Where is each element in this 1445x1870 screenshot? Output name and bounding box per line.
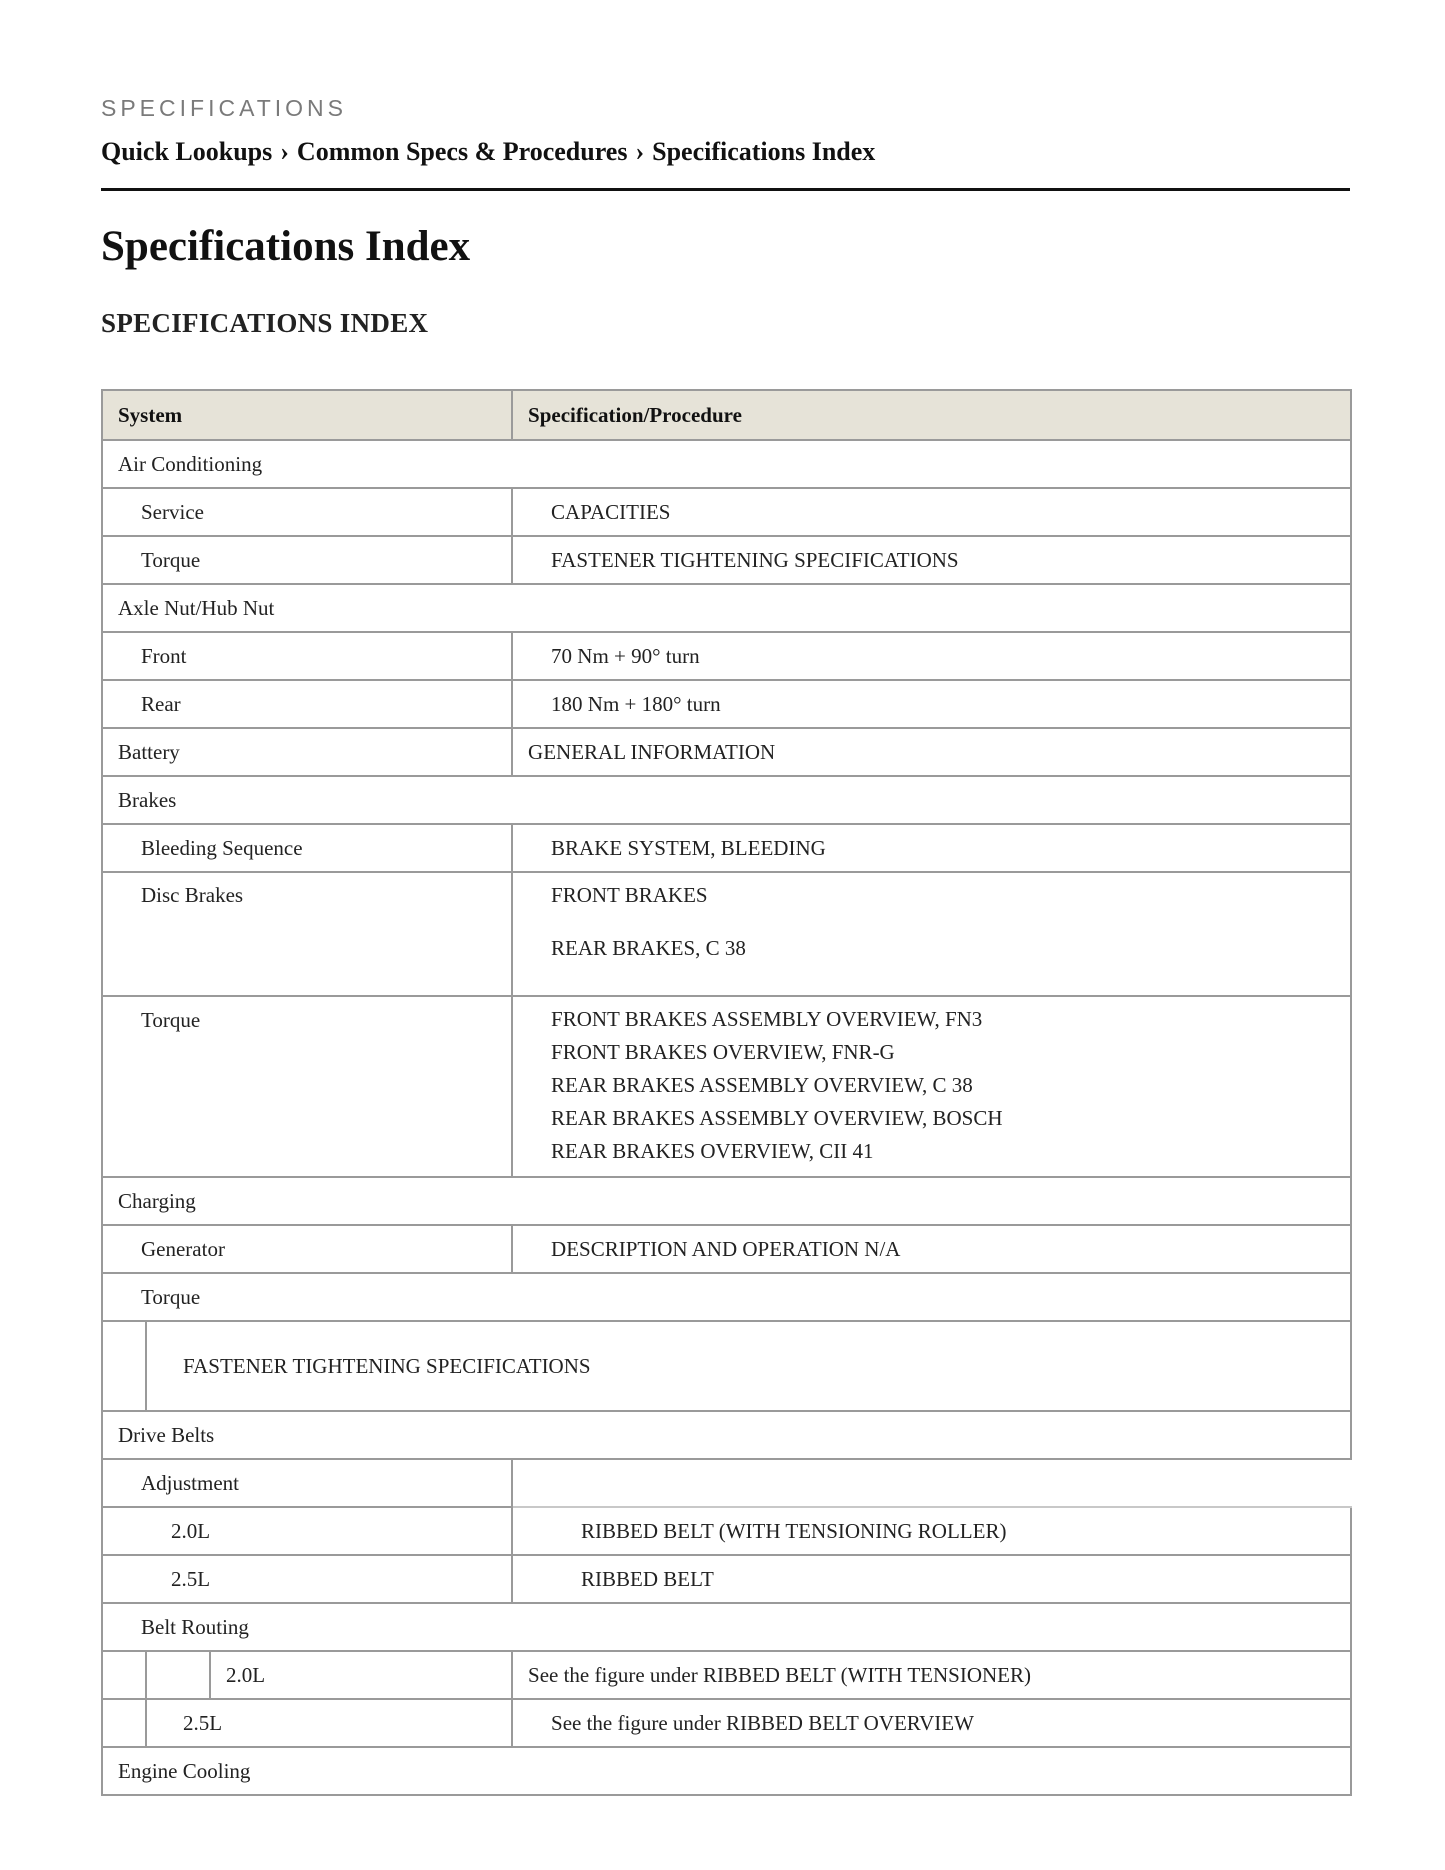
table-row xyxy=(102,680,1351,728)
table-row xyxy=(102,996,1351,1177)
spec-link[interactable]: FRONT BRAKES xyxy=(551,883,708,907)
breadcrumb-common-specs[interactable]: Common Specs & Procedures xyxy=(296,137,628,166)
spec-link[interactable]: See the figure under RIBBED BELT (WITH TENSIONER) xyxy=(512,1651,1351,1699)
breadcrumb-quick-lookups[interactable]: Quick Lookups xyxy=(101,137,273,166)
table-row xyxy=(102,1555,1351,1603)
subsystem-label: Adjustment xyxy=(102,1459,512,1507)
table-row xyxy=(102,1177,1351,1225)
spec-list xyxy=(512,996,1351,1177)
specifications-table xyxy=(101,389,1352,1796)
page-subtitle: SPECIFICATIONS INDEX xyxy=(101,308,429,338)
subsystem-label: Torque xyxy=(102,996,512,1177)
section-eyebrow: SPECIFICATIONS xyxy=(101,95,347,121)
spec-link[interactable]: FASTENER TIGHTENING SPECIFICATIONS xyxy=(512,536,1351,584)
table-row xyxy=(102,1321,1351,1411)
table-row xyxy=(102,1459,1351,1507)
system-label: Charging xyxy=(102,1177,1351,1225)
header-divider xyxy=(101,188,1350,191)
table-header-row xyxy=(102,390,1351,440)
spec-link[interactable]: GENERAL INFORMATION xyxy=(512,728,1351,776)
table-row xyxy=(102,1507,1351,1555)
breadcrumb xyxy=(101,137,875,167)
spec-link[interactable]: REAR BRAKES ASSEMBLY OVERVIEW, C 38 xyxy=(551,1073,973,1097)
spec-link[interactable]: See the figure under RIBBED BELT OVERVIEW xyxy=(512,1699,1351,1747)
system-label: Engine Cooling xyxy=(102,1747,1351,1795)
spec-link[interactable]: REAR BRAKES ASSEMBLY OVERVIEW, BOSCH xyxy=(551,1106,1003,1130)
table-row xyxy=(102,536,1351,584)
indent-cell xyxy=(102,1699,146,1747)
subsystem-label: Front xyxy=(102,632,512,680)
spec-value: 180 Nm + 180° turn xyxy=(512,680,1351,728)
subsystem-label: Rear xyxy=(102,680,512,728)
variant-label: 2.0L xyxy=(102,1507,512,1555)
table-row xyxy=(102,1603,1351,1651)
column-header-spec: Specification/Procedure xyxy=(512,390,1351,440)
subsystem-label: Service xyxy=(102,488,512,536)
system-label: Drive Belts xyxy=(102,1411,1351,1459)
table-row xyxy=(102,1747,1351,1795)
table-row xyxy=(102,776,1351,824)
spec-link[interactable]: REAR BRAKES OVERVIEW, CII 41 xyxy=(551,1139,874,1163)
table-row xyxy=(102,1225,1351,1273)
variant-label: 2.0L xyxy=(210,1651,512,1699)
variant-label: 2.5L xyxy=(146,1699,512,1747)
column-header-system: System xyxy=(102,390,512,440)
spec-link[interactable]: RIBBED BELT (WITH TENSIONING ROLLER) xyxy=(512,1507,1351,1555)
variant-label: 2.5L xyxy=(102,1555,512,1603)
subsystem-label: Belt Routing xyxy=(102,1603,1351,1651)
spec-link[interactable]: CAPACITIES xyxy=(512,488,1351,536)
table-row xyxy=(102,632,1351,680)
empty-cell xyxy=(512,1459,1351,1507)
spec-link[interactable]: FRONT BRAKES ASSEMBLY OVERVIEW, FN3 xyxy=(551,1007,983,1031)
indent-cell xyxy=(146,1651,210,1699)
system-label: Axle Nut/Hub Nut xyxy=(102,584,1351,632)
table-row xyxy=(102,584,1351,632)
breadcrumb-separator: › xyxy=(635,137,645,166)
table-row xyxy=(102,728,1351,776)
table-row xyxy=(102,872,1351,996)
indent-cell xyxy=(102,1321,146,1411)
system-label: Battery xyxy=(102,728,512,776)
spec-list xyxy=(512,872,1351,996)
spec-link[interactable]: FRONT BRAKES OVERVIEW, FNR-G xyxy=(551,1040,895,1064)
table-row xyxy=(102,440,1351,488)
spec-value: 70 Nm + 90° turn xyxy=(512,632,1351,680)
table-row xyxy=(102,1651,1351,1699)
spec-link[interactable]: REAR BRAKES, C 38 xyxy=(551,936,746,960)
table-row xyxy=(102,488,1351,536)
subsystem-label: Bleeding Sequence xyxy=(102,824,512,872)
breadcrumb-specifications-index[interactable]: Specifications Index xyxy=(652,137,876,166)
spec-link[interactable]: DESCRIPTION AND OPERATION N/A xyxy=(512,1225,1351,1273)
spec-link[interactable]: FASTENER TIGHTENING SPECIFICATIONS xyxy=(146,1321,1351,1411)
subsystem-label: Torque xyxy=(102,1273,1351,1321)
indent-cell xyxy=(102,1651,146,1699)
spec-link[interactable]: RIBBED BELT xyxy=(512,1555,1351,1603)
table-row xyxy=(102,1699,1351,1747)
spec-link[interactable]: BRAKE SYSTEM, BLEEDING xyxy=(512,824,1351,872)
table-row xyxy=(102,1411,1351,1459)
subsystem-label: Generator xyxy=(102,1225,512,1273)
breadcrumb-separator: › xyxy=(280,137,289,166)
system-label: Brakes xyxy=(102,776,1351,824)
subsystem-label: Torque xyxy=(102,536,512,584)
page-title: Specifications Index xyxy=(101,223,471,270)
system-label: Air Conditioning xyxy=(102,440,1351,488)
subsystem-label: Disc Brakes xyxy=(102,872,512,996)
table-row xyxy=(102,824,1351,872)
table-row xyxy=(102,1273,1351,1321)
